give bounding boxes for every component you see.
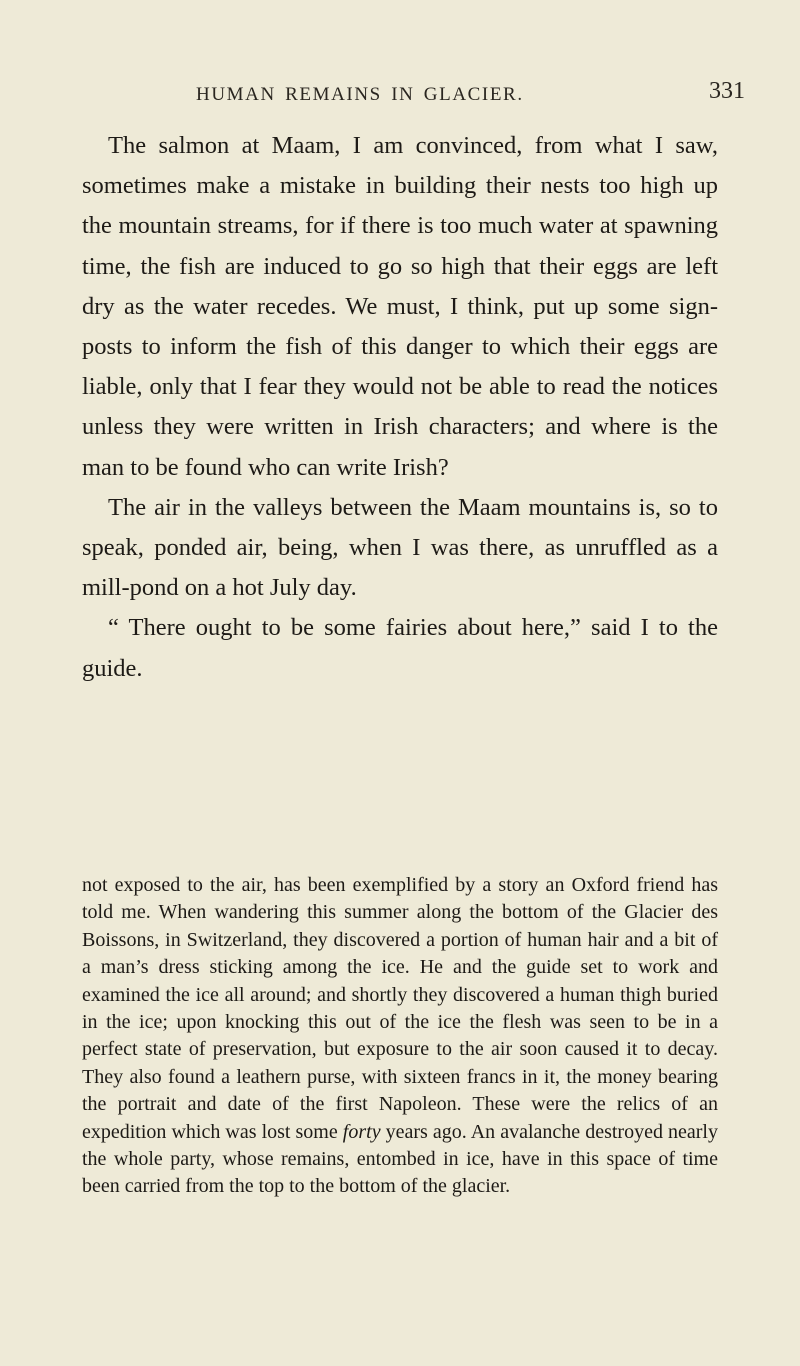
footnote — [82, 872, 718, 1201]
paragraph: The salmon at Maam, I am convinced, from what I saw, sometimes make a mistake in building their nests too high up the mountain streams, for if there is too much water at spawning time, the fish are induced to go so high that their eggs are left dry as the water recedes. We must, I think, put up some sign-posts to inform the fish of this danger to which their eggs are liable, only that I fear they would not be able to read the notices unless they were written in Irish characters; and where is the man to be found who can write Irish? — [82, 132, 718, 481]
page-number: 331 — [709, 78, 745, 104]
footnote-italic: forty — [342, 1120, 381, 1143]
footnote-paragraph — [82, 872, 718, 1201]
running-head: HUMAN REMAINS IN GLACIER. — [196, 84, 524, 105]
paragraph: The air in the valleys between the Maam mountains is, so to speak, ponded air, being, when I was there, as unruffled as a mill-pond on a hot July day. — [82, 493, 718, 602]
footnote-text: not exposed to the air, has been exemplified by a story an Oxford friend has told me. When wandering this summer along the bottom of the Glacier des Boissons, in Switzerland, they discovered a portion of human hair and a bit of a man’s dress sticking among the ice. He and the guide set to work and examined the ice all around; and shortly they discovered a human thigh buried in the ice; upon knocking this out of the ice the flesh was seen to be in a perfect state of preservation, but exposure to the air soon caused it to decay. They also found a leathern purse, with sixteen francs in it, the money bearing the portrait and date of the first Napoleon. These were the relics of an expedition which was lost some — [82, 874, 718, 1143]
main-text — [82, 126, 718, 689]
footnote-text: years ago. An avalanche destroyed nearly the whole party, whose remains, entombed in ice, have in this space of time been carried from the top to the bottom of the glacier. — [82, 1120, 718, 1198]
paragraph: “ There ought to be some fairies about here,” said I to the guide. — [82, 614, 718, 682]
